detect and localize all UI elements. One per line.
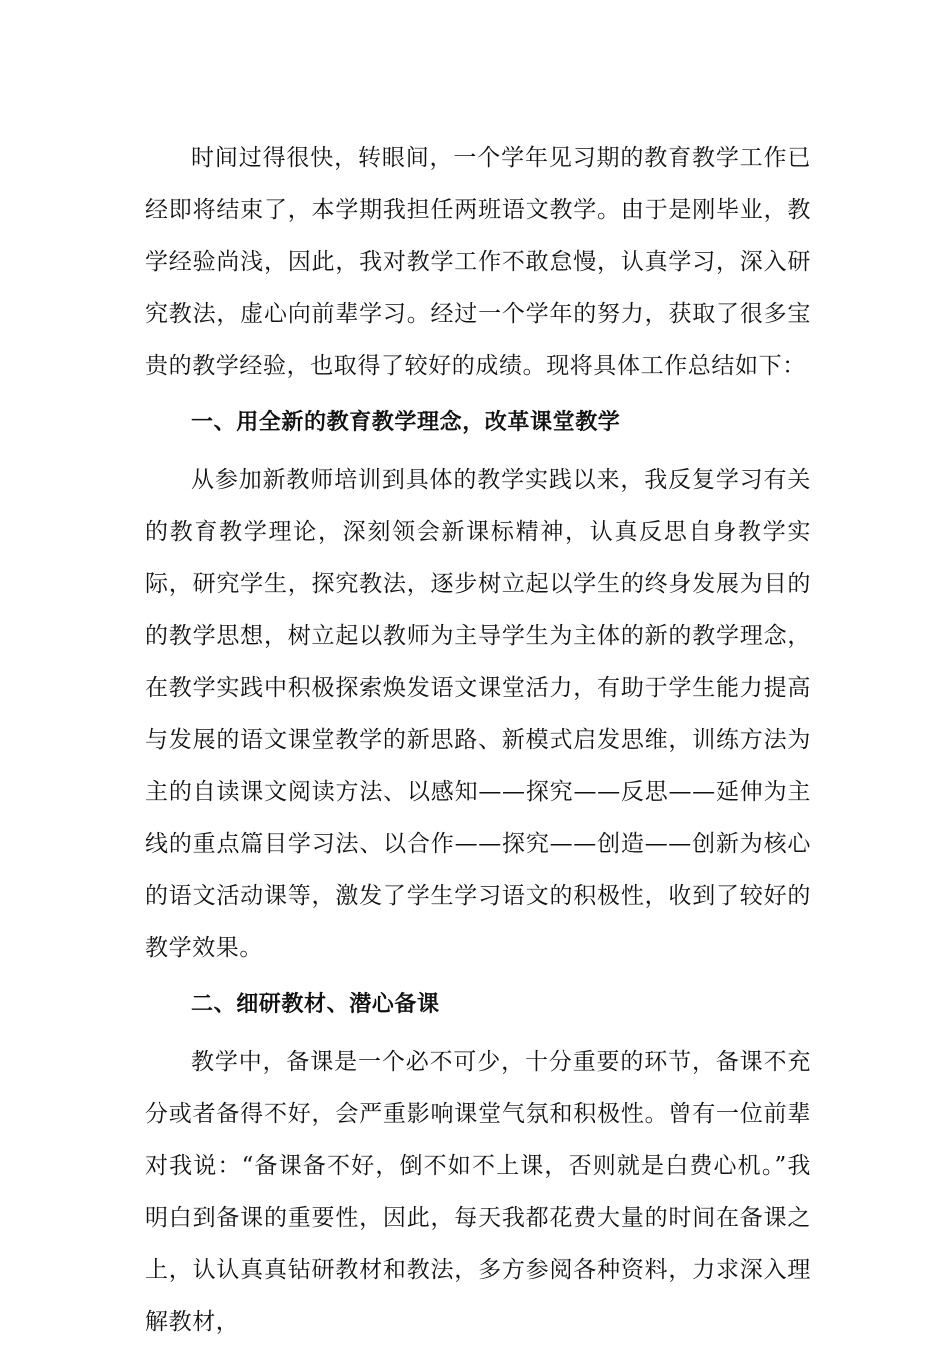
- paragraph-section-2: 教学中，备课是一个必不可少，十分重要的环节，备课不充分或者备得不好，会严重影响课堂气氛和积极性。曾有一位前辈对我说：“备课备不好，倒不如不上课，否则就是白费心机。”我明白到备课的重要性，因此，每天我都花费大量的时间在备课之上，认认真真钻研教材和教法，多方参阅各种资料，力求深入理解教材，: [145, 1049, 811, 1335]
- document-body: [145, 132, 811, 1353]
- paragraph-intro: 时间过得很快，转眼间，一个学年见习期的教育教学工作已经即将结束了，本学期我担任两班语文教学。由于是刚毕业，教学经验尚浅，因此，我对教学工作不敢怠慢，认真学习，深入研究教法，虚心向前辈学习。经过一个学年的努力，获取了很多宝贵的教学经验，也取得了较好的成绩。现将具体工作总结如下：: [145, 145, 811, 379]
- section-heading-1: 一、用全新的教育教学理念，改革课堂教学: [191, 410, 621, 435]
- paragraph-section-1: 从参加新教师培训到具体的教学实践以来，我反复学习有关的教育教学理论，深刻领会新课标精神，认真反思自身教学实际，研究学生，探究教法，逐步树立起以学生的终身发展为目的的教学思想，树立起以教师为主导学生为主体的新的教学理念，在教学实践中积极探索焕发语文课堂活力，有助于学生能力提高与发展的语文课堂教学的新思路、新模式启发思维，训练方法为主的自读课文阅读方法、以感知——探究——反思——延伸为主线的重点篇目学习法、以合作——探究——创造——创新为核心的语文活动课等，激发了学生学习语文的积极性，收到了较好的教学效果。: [145, 467, 811, 961]
- section-heading-2: 二、细研教材、潜心备课: [191, 992, 440, 1017]
